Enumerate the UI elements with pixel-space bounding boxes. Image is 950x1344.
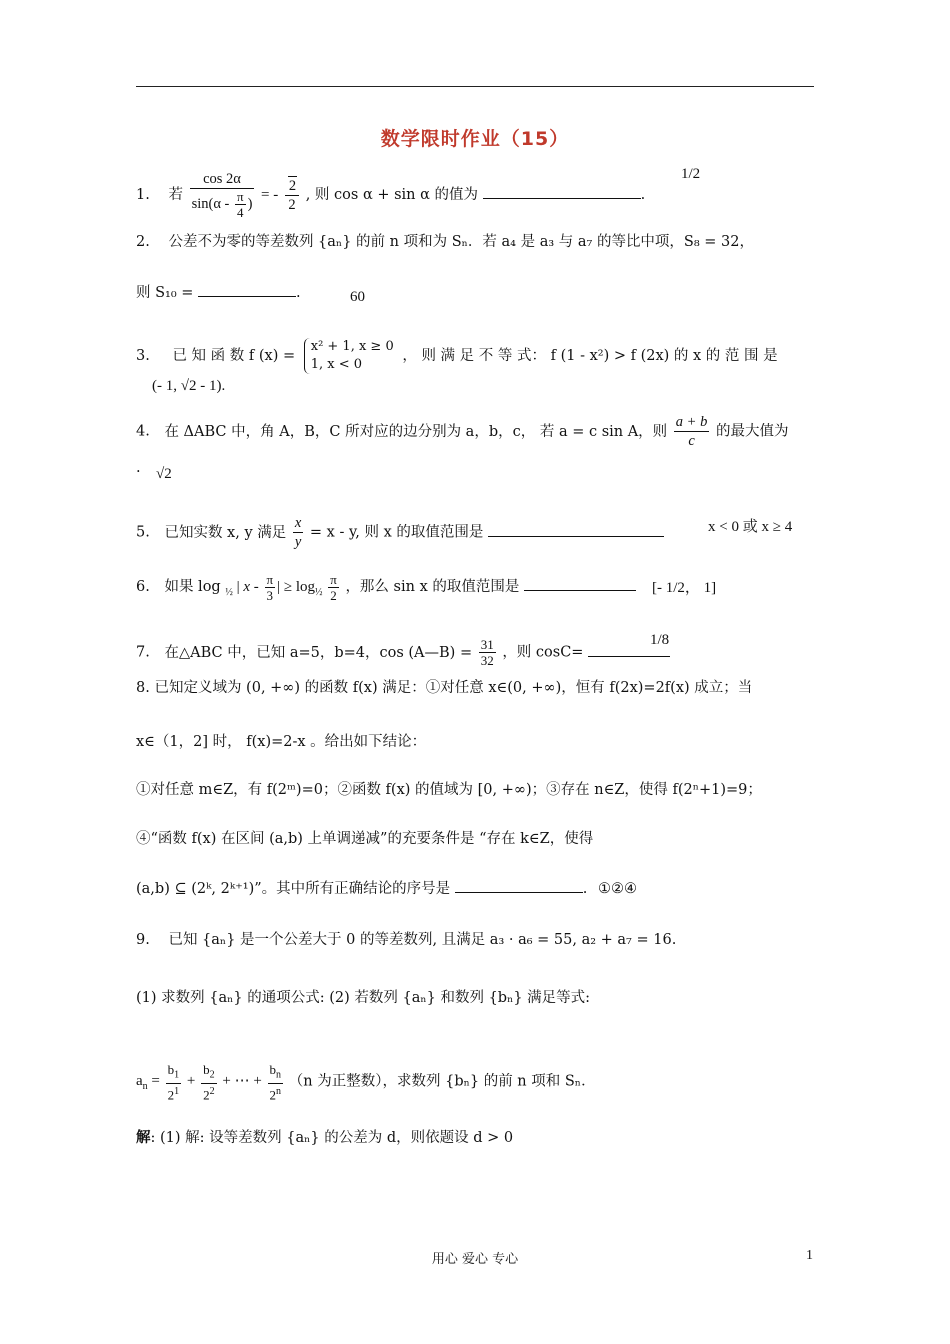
problem-number: 3.	[136, 348, 150, 364]
fraction: cos 2α sin(α - $\frac{\pi}{4}$ )	[191, 171, 253, 220]
problem-text: （n 为正整数），求数列 {bₙ} 的前 n 项和 Sₙ．	[288, 1073, 596, 1090]
header-rule	[136, 86, 814, 87]
solution-label: 解	[136, 1129, 151, 1146]
page-number: 1	[806, 1248, 813, 1263]
problem-9-line2: (1) 求数列 {aₙ} 的通项公式: (2) 若数列 {aₙ} 和数列 {bₙ} 满足等式:	[136, 990, 591, 1006]
problem-4	[136, 413, 788, 450]
problem-8-line3: ①对任意 m∈Z，有 f(2ᵐ)=0；②函数 f(x) 的值域为 [0, +∞)；③存在 n∈Z，使得 f(2ⁿ+1)=9；	[136, 782, 762, 798]
fraction: $\frac{2}{2}$	[285, 176, 299, 214]
problem-text: 若	[168, 187, 183, 203]
problem-7	[136, 637, 670, 668]
problem-text: ，那么 sin x 的取值范围是	[345, 578, 520, 595]
problem-text: 已知实数 x, y 满足	[164, 524, 287, 541]
problem-text: ，则 cosC=	[502, 644, 584, 661]
answer: 60	[350, 289, 365, 305]
problem-3	[136, 338, 778, 374]
solution-text: : (1) 解: 设等差数列 {aₙ} 的公差为 d，则依题设 d > 0	[150, 1130, 514, 1146]
problem-number: 1.	[136, 187, 150, 203]
answer-blank	[455, 878, 583, 893]
problem-number: 7.	[136, 644, 150, 661]
problem-2-line2: 则 S₁₀ = .	[136, 282, 301, 303]
answer: 1/8	[650, 632, 670, 648]
problem-5	[136, 514, 664, 551]
solution	[136, 1128, 513, 1148]
answer: [- 1/2， 1]	[652, 580, 717, 596]
piece-2: 1, x < 0	[310, 357, 363, 372]
problem-text: 在△ABC 中，已知 a=5，b=4，cos (A—B) =	[164, 644, 473, 661]
answer-blank	[483, 184, 641, 199]
piecewise-brace	[304, 338, 394, 374]
log-expression: $_{\frac{1}{2}}$ | x - $\frac{\pi}{3}$ | ≥ $\log_{\frac{1}{2}}$ $\frac{\pi}{2}$	[225, 572, 337, 603]
series-formula: $a_n$ = $\frac{b_1}{2^1}$ + $\frac{b_2}{2^2}$ + ⋯ + $\frac{b_n}{2^n}$	[136, 1062, 282, 1102]
page-footer: 用心 爱心 专心	[431, 1252, 519, 1267]
problem-text: , 则 cos α + sin α 的值为	[305, 187, 479, 203]
problem-text: 如果 log	[164, 578, 221, 595]
problem-8-line2: x∈（1，2] 时， f(x)=2-x 。给出如下结论：	[136, 734, 427, 750]
problem-text: (a,b) ⊆ (2ᵏ, 2ᵏ⁺¹)”。其中所有正确结论的序号是	[136, 881, 451, 897]
problem-4-dot: .	[136, 460, 141, 476]
page-title: 数学限时作业（15）	[380, 128, 570, 150]
problem-text: = x - y, 则 x 的取值范围是	[309, 524, 484, 541]
problem-1: 1. 若 cos 2α sin(α - $\frac{\pi}{4}$ ) = - $\frac{2}{2}$ , 则 cos α + sin α 的值为 .	[136, 171, 646, 220]
problem-text: 在 ΔABC 中，角 A，B，C 所对应的边分别为 a，b，c， 若 a = c sin A，则	[164, 423, 668, 440]
problem-6	[136, 572, 636, 603]
problem-9-line3	[136, 1062, 596, 1102]
answer: √2	[156, 466, 172, 482]
answer-blank	[488, 522, 664, 537]
problem-text: ， 则 满 足 不 等 式： f (1 - x²) > f (2x) 的 x 的 范 围 是	[402, 348, 778, 364]
problem-8-line5: (a,b) ⊆ (2ᵏ, 2ᵏ⁺¹)”。其中所有正确结论的序号是 . ①②④	[136, 878, 637, 899]
problem-9-line1	[136, 930, 676, 950]
problem-number: 2.	[136, 234, 150, 250]
answer: (- 1, √2 - 1).	[152, 378, 226, 394]
answer-blank	[198, 282, 296, 297]
problem-number: 4.	[136, 423, 150, 440]
problem-text: 则 S₁₀ =	[136, 285, 194, 301]
problem-text: = -	[261, 187, 279, 203]
answer: x < 0 或 x ≥ 4	[708, 519, 793, 535]
problem-text: 已 知 函 数 f (x) =	[172, 348, 296, 364]
piece-1: x² + 1, x ≥ 0	[310, 339, 394, 354]
answer-blank	[524, 576, 636, 591]
fraction: $\frac{a + b}{c}$	[675, 414, 708, 449]
fraction: $\frac{x}{y}$	[294, 515, 302, 550]
problem-8-line1	[136, 678, 752, 698]
problem-text: 已知定义域为 (0, +∞) 的函数 f(x) 满足：①对任意 x∈(0, +∞)，恒有 f(2x)=2f(x) 成立；当	[154, 680, 753, 696]
answer: 1/2	[681, 166, 701, 182]
problem-number: 5.	[136, 524, 150, 541]
problem-number: 8.	[136, 680, 150, 696]
problem-text: 已知 {aₙ} 是一个公差大于 0 的等差数列, 且满足 a₃ · a₆ = 55, a₂ + a₇ = 16.	[168, 932, 677, 948]
problem-text: 公差不为零的等差数列 {aₙ} 的前 n 项和为 Sₙ．若 a₄ 是 a₃ 与 a₇ 的等比中项，S₈ = 32，	[168, 234, 755, 250]
fraction: $\frac{31}{32}$	[480, 637, 494, 668]
problem-text: 的最大值为	[715, 423, 789, 440]
problem-8-line4: ④“函数 f(x) 在区间 (a,b) 上单调递减”的充要条件是 “存在 k∈Z，使得	[136, 831, 594, 847]
answer: ①②④	[597, 881, 637, 897]
problem-number: 9.	[136, 932, 150, 948]
problem-2	[136, 232, 754, 252]
problem-number: 6.	[136, 578, 150, 595]
